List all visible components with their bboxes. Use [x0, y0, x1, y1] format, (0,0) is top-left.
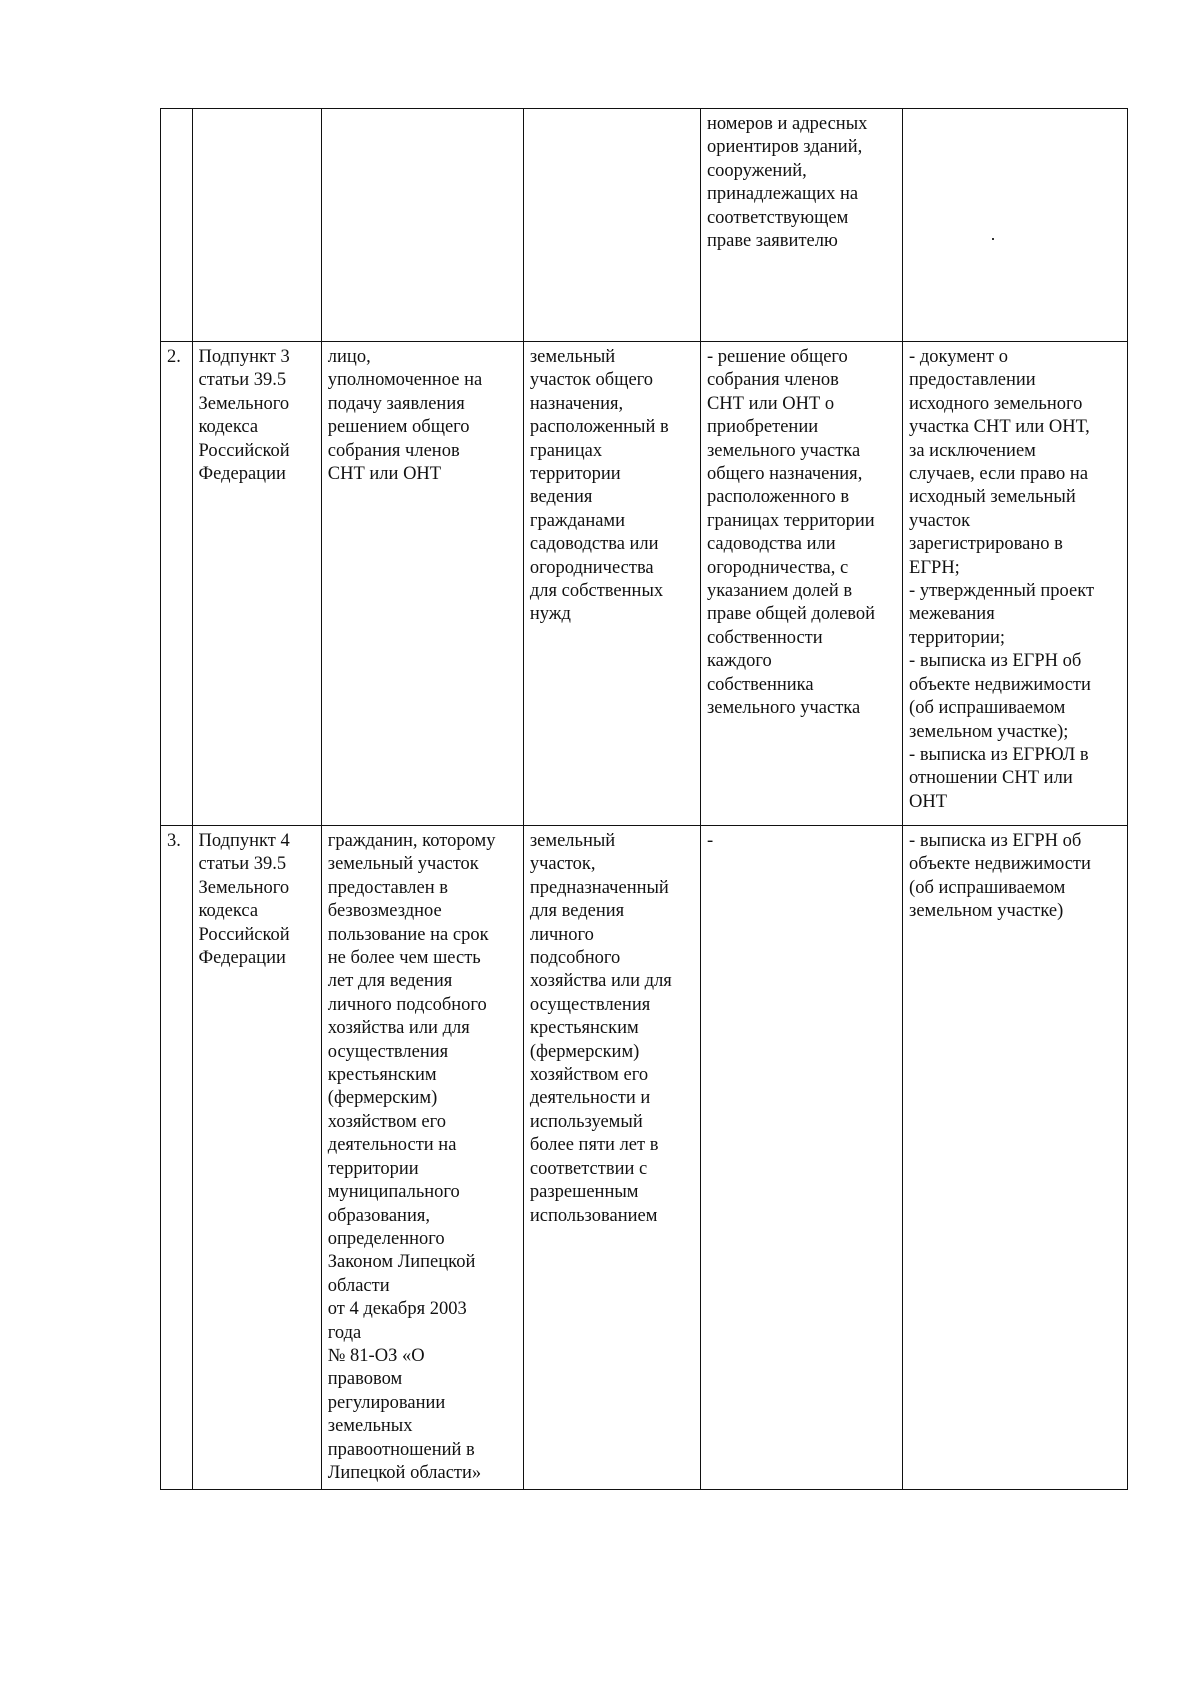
- applicant-documents-cell: [700, 826, 902, 1490]
- cell-text-line: объекте недвижимости: [909, 674, 1091, 695]
- cell-text-line: - утвержденный проект: [909, 581, 1095, 602]
- legal-basis-cell: [192, 109, 321, 342]
- cell-text-line: хозяйства или для: [529, 971, 672, 992]
- cell-text-line: зарегистрировано в: [909, 534, 1063, 555]
- cell-text-line: уполномоченное на: [327, 370, 483, 391]
- cell-text-line: ориентиров зданий,: [706, 137, 863, 158]
- cell-text-line: - выписка из ЕГРН об: [909, 651, 1082, 672]
- cell-text-line: от 4 декабря 2003: [327, 1299, 467, 1320]
- cell-text-line: деятельности и: [529, 1088, 651, 1109]
- cell-text-line: участок: [909, 510, 971, 531]
- cell-text-line: собственника: [706, 674, 814, 695]
- cell-text-line: подачу заявления: [327, 393, 465, 414]
- cell-text-line: -: [706, 831, 714, 851]
- cell-text-line: границах территории: [706, 510, 875, 531]
- cell-text-line: хозяйством его: [327, 1111, 447, 1132]
- cell-text-line: каждого: [706, 651, 772, 672]
- cell-text-line: праве общей долевой: [706, 604, 876, 625]
- row-number-cell: [161, 826, 193, 1490]
- cell-text-line: более пяти лет в: [529, 1135, 659, 1156]
- cell-text: 3.: [167, 831, 181, 851]
- cell-text-line: статьи 39.5: [198, 370, 287, 391]
- cell-text-line: нужд: [529, 604, 571, 625]
- cell-text-line: расположенный в: [529, 417, 669, 438]
- cell-text: 2.: [167, 347, 181, 367]
- cell-text-line: номеров и адресных: [706, 114, 868, 134]
- authority-documents-cell: [903, 109, 1128, 342]
- scan-speck: [992, 238, 994, 240]
- land-plot-table: [160, 108, 1128, 1490]
- cell-text-line: гражданин, которому: [327, 831, 496, 851]
- applicant-documents-cell: [700, 342, 902, 826]
- cell-text-line: - решение общего: [706, 347, 848, 367]
- cell-text-line: для ведения: [529, 901, 625, 922]
- cell-text-line: объекте недвижимости: [909, 854, 1091, 875]
- cell-text-line: правовом: [327, 1369, 403, 1390]
- cell-text-line: осуществления: [327, 1041, 449, 1062]
- cell-text-line: за исключением: [909, 440, 1036, 461]
- legal-basis-cell: [192, 342, 321, 826]
- cell-text-line: - выписка из ЕГРЮЛ в: [909, 744, 1089, 765]
- cell-text-line: межевания: [909, 604, 995, 625]
- cell-text-line: не более чем шесть: [327, 948, 481, 969]
- cell-text-line: личного подсобного: [327, 994, 487, 1015]
- cell-text-line: образования,: [327, 1205, 430, 1226]
- cell-text-line: праве заявителю: [706, 231, 838, 252]
- cell-text-line: собственности: [706, 627, 823, 648]
- cell-text-line: приобретении: [706, 417, 819, 438]
- cell-text-line: - выписка из ЕГРН об: [909, 831, 1082, 851]
- table-row: [161, 342, 1128, 826]
- cell-text-line: использованием: [529, 1205, 658, 1226]
- cell-text-line: кодекса: [198, 901, 259, 922]
- cell-text-line: личного: [529, 924, 594, 945]
- cell-text-line: земельный: [529, 831, 616, 851]
- cell-text-line: предоставлении: [909, 370, 1036, 391]
- cell-text-line: границах: [529, 440, 603, 461]
- cell-text-line: указанием долей в: [706, 581, 853, 602]
- cell-text-line: территории: [327, 1158, 419, 1179]
- cell-text-line: Федерации: [198, 948, 286, 969]
- cell-text-line: пользование на срок: [327, 924, 489, 945]
- cell-text-line: решением общего: [327, 417, 470, 438]
- cell-text-line: принадлежащих на: [706, 184, 859, 205]
- cell-text-line: исходного земельного: [909, 393, 1083, 414]
- cell-text-line: участок,: [529, 854, 596, 875]
- cell-text-line: Земельного: [198, 393, 290, 414]
- cell-text-line: ведения: [529, 487, 593, 508]
- applicant-cell: [321, 826, 523, 1490]
- cell-text-line: Российской: [198, 440, 290, 461]
- cell-text-line: (об испрашиваемом: [909, 698, 1066, 719]
- cell-text-line: СНТ или ОНТ: [327, 464, 442, 485]
- cell-text-line: огородничества: [529, 557, 654, 578]
- land-plot-cell: [523, 342, 700, 826]
- cell-text-line: ОНТ: [909, 791, 948, 812]
- cell-text-line: земельный участок: [327, 854, 479, 875]
- cell-text-line: разрешенным: [529, 1182, 639, 1203]
- cell-text-line: участка СНТ или ОНТ,: [909, 417, 1090, 438]
- cell-text-line: используемый: [529, 1111, 643, 1132]
- cell-text-line: садоводства или: [529, 534, 659, 555]
- cell-text-line: хозяйством его: [529, 1065, 649, 1086]
- cell-text-line: Земельного: [198, 877, 290, 898]
- cell-text-line: Федерации: [198, 464, 286, 485]
- cell-text-line: подсобного: [529, 948, 621, 969]
- applicant-documents-cell: [700, 109, 902, 342]
- row-number-cell: [161, 342, 193, 826]
- cell-text-line: области: [327, 1275, 390, 1296]
- applicant-cell: [321, 109, 523, 342]
- cell-text-line: безвозмездное: [327, 901, 442, 922]
- cell-text-line: года: [327, 1322, 362, 1343]
- cell-text-line: хозяйства или для: [327, 1018, 470, 1039]
- cell-text-line: СНТ или ОНТ о: [706, 393, 835, 414]
- cell-text-line: собрания членов: [327, 440, 460, 461]
- cell-text-line: правоотношений в: [327, 1439, 475, 1460]
- cell-text-line: Липецкой области»: [327, 1462, 482, 1483]
- cell-text-line: отношении СНТ или: [909, 768, 1073, 789]
- cell-text-line: исходный земельный: [909, 487, 1076, 508]
- cell-text-line: (фермерским): [327, 1088, 438, 1109]
- cell-text-line: садоводства или: [706, 534, 836, 555]
- cell-text-line: предназначенный: [529, 877, 669, 898]
- table-row: [161, 826, 1128, 1490]
- land-plot-cell: [523, 826, 700, 1490]
- cell-text-line: земельный: [529, 347, 616, 367]
- cell-text-line: земельного участка: [706, 698, 861, 719]
- cell-text-line: лет для ведения: [327, 971, 453, 992]
- cell-text-line: деятельности на: [327, 1135, 457, 1156]
- cell-text-line: гражданами: [529, 510, 626, 531]
- cell-text-line: земельном участке);: [909, 721, 1069, 742]
- authority-documents-cell: [903, 826, 1128, 1490]
- cell-text-line: Российской: [198, 924, 290, 945]
- cell-text-line: - документ о: [909, 347, 1008, 367]
- cell-text-line: территории: [529, 464, 621, 485]
- cell-text-line: предоставлен в: [327, 877, 448, 898]
- cell-text-line: крестьянским: [529, 1018, 639, 1039]
- cell-text-line: соответствующем: [706, 207, 849, 228]
- cell-text-line: собрания членов: [706, 370, 839, 391]
- cell-text-line: осуществления: [529, 994, 651, 1015]
- cell-text-line: лицо,: [327, 347, 371, 367]
- cell-text-line: (об испрашиваемом: [909, 877, 1066, 898]
- cell-text-line: общего назначения,: [706, 464, 863, 485]
- cell-text-line: № 81-ОЗ «О: [327, 1345, 425, 1366]
- applicant-cell: [321, 342, 523, 826]
- cell-text-line: ЕГРН;: [909, 557, 960, 578]
- cell-text-line: земельного участка: [706, 440, 861, 461]
- cell-text-line: для собственных: [529, 581, 664, 602]
- cell-text-line: регулировании: [327, 1392, 446, 1413]
- cell-text-line: земельных: [327, 1416, 413, 1437]
- cell-text-line: Законом Липецкой: [327, 1252, 476, 1273]
- cell-text-line: расположенного в: [706, 487, 850, 508]
- authority-documents-cell: [903, 342, 1128, 826]
- cell-text-line: территории;: [909, 627, 1006, 648]
- cell-text-line: муниципального: [327, 1182, 460, 1203]
- cell-text-line: назначения,: [529, 393, 624, 414]
- land-plot-cell: [523, 109, 700, 342]
- cell-text-line: сооружений,: [706, 160, 807, 181]
- table-body: [161, 109, 1128, 1490]
- cell-text-line: случаев, если право на: [909, 464, 1089, 485]
- cell-text-line: Подпункт 4: [198, 831, 290, 851]
- cell-text-line: Подпункт 3: [198, 347, 290, 367]
- cell-text-line: определенного: [327, 1228, 445, 1249]
- cell-text-line: земельном участке): [909, 901, 1064, 922]
- cell-text-line: кодекса: [198, 417, 259, 438]
- legal-basis-cell: [192, 826, 321, 1490]
- cell-text-line: (фермерским): [529, 1041, 640, 1062]
- cell-text-line: соответствии с: [529, 1158, 648, 1179]
- cell-text-line: крестьянским: [327, 1065, 437, 1086]
- cell-text-line: статьи 39.5: [198, 854, 287, 875]
- table-row: [161, 109, 1128, 342]
- cell-text-line: огородничества, с: [706, 557, 849, 578]
- row-number-cell: [161, 109, 193, 342]
- cell-text-line: участок общего: [529, 370, 654, 391]
